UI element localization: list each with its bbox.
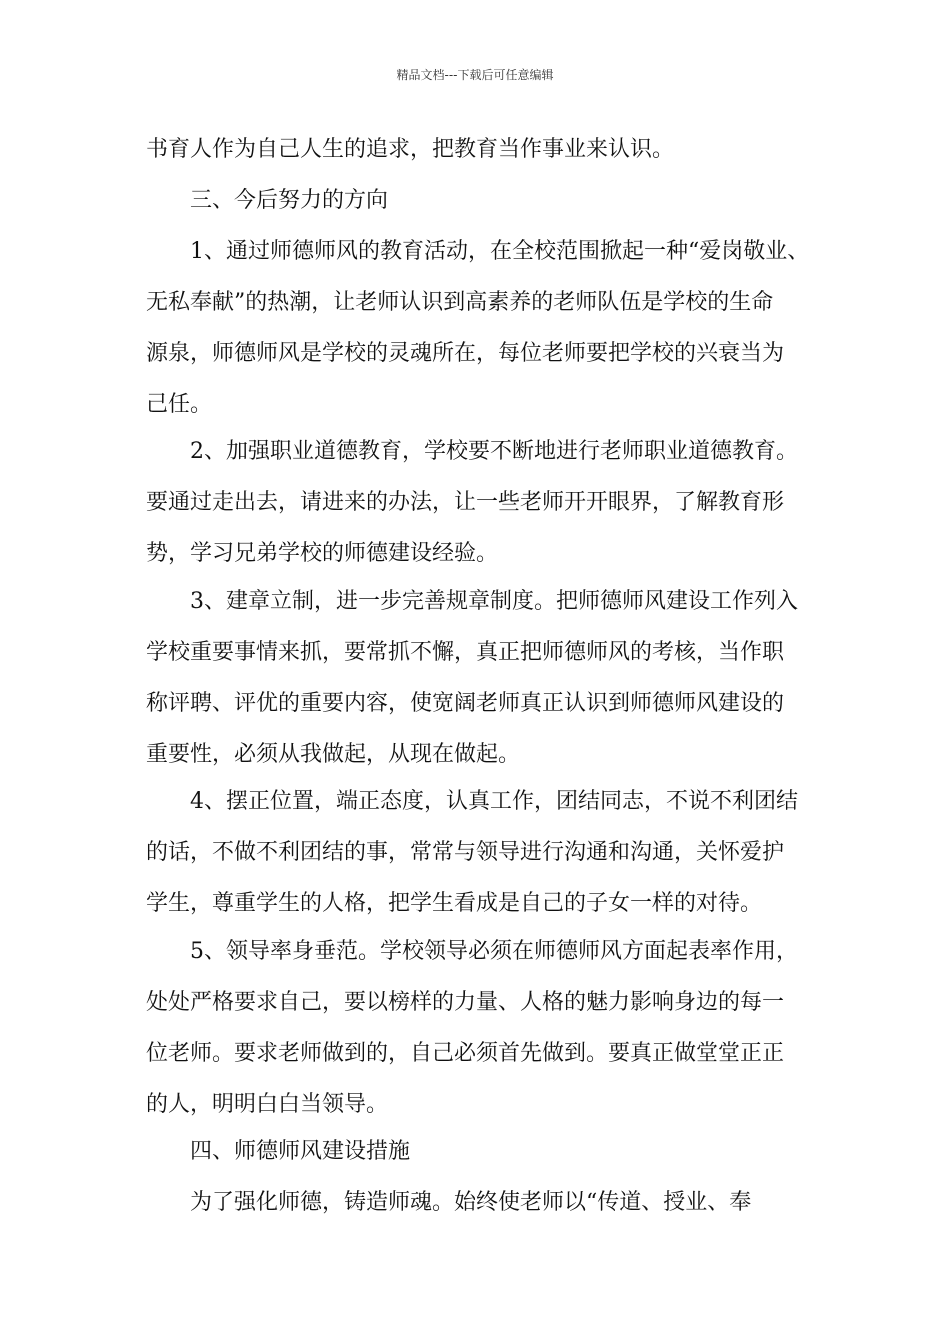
text-line: 重要性，必须从我做起，从现在做起。 (146, 742, 521, 767)
page-header: 精品文档---下载后可任意编辑 (396, 68, 554, 82)
text-line: 4、摆正位置，端正态度，认真工作，团结同志，不说不利团结 (190, 789, 798, 814)
text-line: 己任。 (146, 392, 213, 417)
text-line: 为了强化师德，铸造师魂。始终使老师以“传道、授业、奉 (190, 1190, 752, 1215)
text-line: 5、领导率身垂范。学校领导必须在师德师风方面起表率作用， (190, 939, 798, 964)
text-line: 要通过走出去，请进来的办法，让一些老师开开眼界，了解教育形 (146, 490, 785, 515)
section-heading: 三、今后努力的方向 (190, 188, 389, 213)
text-line: 势，学习兄弟学校的师德建设经验。 (146, 541, 499, 566)
text-line: 3、建章立制，进一步完善规章制度。把师德师风建设工作列入 (190, 589, 798, 614)
text-line: 1、通过师德师风的教育活动，在全校范围掀起一种“爱岗敬业、 (190, 239, 810, 264)
text-line: 的话，不做不利团结的事，常常与领导进行沟通和沟通，关怀爱护 (146, 840, 785, 865)
text-line: 2、加强职业道德教育，学校要不断地进行老师职业道德教育。 (190, 439, 798, 464)
text-line: 的人，明明白白当领导。 (146, 1092, 389, 1117)
text-line: 处处严格要求自己，要以榜样的力量、人格的魅力影响身边的每一 (146, 990, 785, 1015)
text-line: 无私奉献”的热潮，让老师认识到高素养的老师队伍是学校的生命 (146, 290, 774, 315)
text-line: 称评聘、评优的重要内容，使宽阔老师真正认识到师德师风建设的 (146, 691, 785, 716)
section-heading: 四、师德师风建设措施 (190, 1139, 411, 1164)
text-line: 学校重要事情来抓，要常抓不懈，真正把师德师风的考核，当作职 (146, 640, 785, 665)
text-line: 书育人作为自己人生的追求，把教育当作事业来认识。 (146, 137, 675, 162)
text-line: 源泉，师德师风是学校的灵魂所在，每位老师要把学校的兴衰当为 (146, 341, 785, 366)
text-line: 学生，尊重学生的人格，把学生看成是自己的子女一样的对待。 (146, 891, 763, 916)
text-line: 位老师。要求老师做到的，自己必须首先做到。要真正做堂堂正正 (146, 1041, 785, 1066)
